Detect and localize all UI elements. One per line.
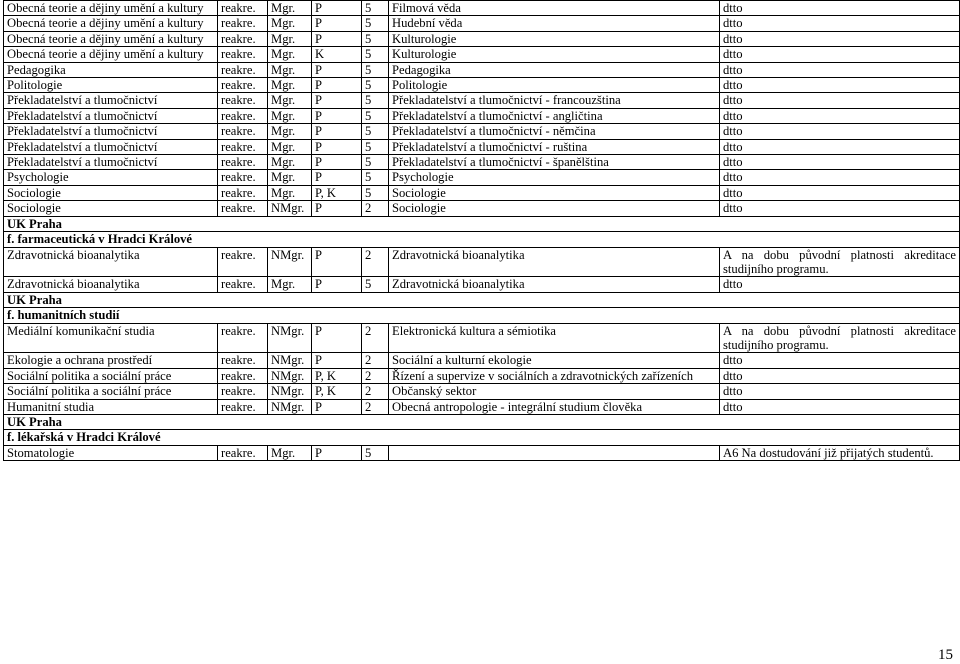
table-row	[4, 93, 960, 108]
decision-cell: reakre.	[218, 445, 268, 460]
note-cell: dtto	[720, 185, 960, 200]
degree-cell: Mgr.	[268, 185, 312, 200]
table-row	[4, 78, 960, 93]
accreditation-table	[3, 0, 960, 461]
field-cell: Psychologie	[389, 170, 720, 185]
form-cell: P	[312, 277, 362, 292]
program-cell: Mediální komunikační studia	[4, 323, 218, 353]
duration-cell: 2	[362, 201, 389, 216]
program-cell: Zdravotnická bioanalytika	[4, 277, 218, 292]
decision-cell: reakre.	[218, 93, 268, 108]
note-cell: dtto	[720, 93, 960, 108]
form-cell: P, K	[312, 368, 362, 383]
duration-cell: 2	[362, 323, 389, 353]
field-cell: Překladatelství a tlumočnictví - němčina	[389, 124, 720, 139]
program-cell: Politologie	[4, 78, 218, 93]
degree-cell: Mgr.	[268, 124, 312, 139]
section-heading: UK Praha	[4, 292, 960, 307]
degree-cell: NMgr.	[268, 399, 312, 414]
note-cell: dtto	[720, 124, 960, 139]
note-cell: dtto	[720, 353, 960, 368]
decision-cell: reakre.	[218, 108, 268, 123]
form-cell: P, K	[312, 384, 362, 399]
field-cell: Překladatelství a tlumočnictví - ruština	[389, 139, 720, 154]
field-cell	[389, 445, 720, 460]
program-cell: Překladatelství a tlumočnictví	[4, 108, 218, 123]
duration-cell: 5	[362, 31, 389, 46]
note-cell: dtto	[720, 368, 960, 383]
degree-cell: NMgr.	[268, 353, 312, 368]
degree-cell: Mgr.	[268, 155, 312, 170]
degree-cell: Mgr.	[268, 108, 312, 123]
field-cell: Zdravotnická bioanalytika	[389, 277, 720, 292]
program-cell: Překladatelství a tlumočnictví	[4, 155, 218, 170]
section-heading: f. farmaceutická v Hradci Králové	[4, 232, 960, 247]
section-heading-row	[4, 216, 960, 231]
table-row	[4, 384, 960, 399]
form-cell: P	[312, 155, 362, 170]
form-cell: P	[312, 1, 362, 16]
program-cell: Překladatelství a tlumočnictví	[4, 93, 218, 108]
duration-cell: 2	[362, 399, 389, 414]
field-cell: Překladatelství a tlumočnictví - francouzština	[389, 93, 720, 108]
degree-cell: Mgr.	[268, 1, 312, 16]
table-row	[4, 139, 960, 154]
field-cell: Sociologie	[389, 201, 720, 216]
page-number: 15	[938, 647, 953, 663]
form-cell: P	[312, 170, 362, 185]
note-cell: dtto	[720, 47, 960, 62]
table-row	[4, 124, 960, 139]
duration-cell: 5	[362, 78, 389, 93]
duration-cell: 5	[362, 47, 389, 62]
degree-cell: NMgr.	[268, 201, 312, 216]
field-cell: Politologie	[389, 78, 720, 93]
note-cell: A6 Na dostudování již přijatých studentů.	[720, 445, 960, 460]
decision-cell: reakre.	[218, 323, 268, 353]
note-cell: dtto	[720, 108, 960, 123]
degree-cell: Mgr.	[268, 47, 312, 62]
table-row	[4, 185, 960, 200]
degree-cell: Mgr.	[268, 277, 312, 292]
table-row	[4, 16, 960, 31]
section-heading-row	[4, 232, 960, 247]
form-cell: P	[312, 445, 362, 460]
duration-cell: 5	[362, 170, 389, 185]
note-cell: A na dobu původní platnosti akreditace studijního programu.	[720, 247, 960, 277]
note-cell: dtto	[720, 155, 960, 170]
table-row	[4, 323, 960, 353]
degree-cell: Mgr.	[268, 62, 312, 77]
note-cell: dtto	[720, 170, 960, 185]
note-cell: dtto	[720, 399, 960, 414]
degree-cell: NMgr.	[268, 323, 312, 353]
program-cell: Obecná teorie a dějiny umění a kultury	[4, 31, 218, 46]
note-cell: dtto	[720, 16, 960, 31]
section-heading-row	[4, 414, 960, 429]
form-cell: P	[312, 201, 362, 216]
section-heading: f. humanitních studií	[4, 308, 960, 323]
form-cell: P	[312, 31, 362, 46]
decision-cell: reakre.	[218, 1, 268, 16]
decision-cell: reakre.	[218, 47, 268, 62]
table-row	[4, 1, 960, 16]
program-cell: Sociologie	[4, 201, 218, 216]
program-cell: Zdravotnická bioanalytika	[4, 247, 218, 277]
duration-cell: 5	[362, 1, 389, 16]
decision-cell: reakre.	[218, 277, 268, 292]
decision-cell: reakre.	[218, 384, 268, 399]
program-cell: Sociální politika a sociální práce	[4, 384, 218, 399]
form-cell: P	[312, 247, 362, 277]
section-heading-row	[4, 430, 960, 445]
degree-cell: Mgr.	[268, 16, 312, 31]
field-cell: Hudební věda	[389, 16, 720, 31]
table-row	[4, 368, 960, 383]
program-cell: Ekologie a ochrana prostředí	[4, 353, 218, 368]
form-cell: P	[312, 323, 362, 353]
form-cell: P	[312, 108, 362, 123]
form-cell: P	[312, 353, 362, 368]
form-cell: P	[312, 78, 362, 93]
note-cell: dtto	[720, 139, 960, 154]
program-cell: Překladatelství a tlumočnictví	[4, 139, 218, 154]
decision-cell: reakre.	[218, 185, 268, 200]
field-cell: Elektronická kultura a sémiotika	[389, 323, 720, 353]
decision-cell: reakre.	[218, 62, 268, 77]
duration-cell: 5	[362, 185, 389, 200]
form-cell: P	[312, 124, 362, 139]
field-cell: Pedagogika	[389, 62, 720, 77]
form-cell: P	[312, 62, 362, 77]
form-cell: P, K	[312, 185, 362, 200]
field-cell: Obecná antropologie - integrální studium člověka	[389, 399, 720, 414]
degree-cell: Mgr.	[268, 139, 312, 154]
duration-cell: 5	[362, 62, 389, 77]
degree-cell: Mgr.	[268, 445, 312, 460]
section-heading: f. lékařská v Hradci Králové	[4, 430, 960, 445]
decision-cell: reakre.	[218, 247, 268, 277]
table-row	[4, 108, 960, 123]
program-cell: Psychologie	[4, 170, 218, 185]
table-row	[4, 201, 960, 216]
decision-cell: reakre.	[218, 16, 268, 31]
duration-cell: 5	[362, 139, 389, 154]
duration-cell: 2	[362, 247, 389, 277]
note-cell: A na dobu původní platnosti akreditace studijního programu.	[720, 323, 960, 353]
decision-cell: reakre.	[218, 201, 268, 216]
form-cell: P	[312, 139, 362, 154]
field-cell: Zdravotnická bioanalytika	[389, 247, 720, 277]
table-row	[4, 445, 960, 460]
field-cell: Kulturologie	[389, 47, 720, 62]
decision-cell: reakre.	[218, 78, 268, 93]
form-cell: P	[312, 93, 362, 108]
decision-cell: reakre.	[218, 155, 268, 170]
program-cell: Obecná teorie a dějiny umění a kultury	[4, 16, 218, 31]
table-row	[4, 155, 960, 170]
duration-cell: 5	[362, 124, 389, 139]
decision-cell: reakre.	[218, 139, 268, 154]
field-cell: Filmová věda	[389, 1, 720, 16]
form-cell: K	[312, 47, 362, 62]
decision-cell: reakre.	[218, 368, 268, 383]
duration-cell: 5	[362, 155, 389, 170]
table-row	[4, 353, 960, 368]
decision-cell: reakre.	[218, 399, 268, 414]
section-heading-row	[4, 292, 960, 307]
section-heading: UK Praha	[4, 414, 960, 429]
degree-cell: Mgr.	[268, 170, 312, 185]
table-row	[4, 277, 960, 292]
note-cell: dtto	[720, 78, 960, 93]
table-row	[4, 62, 960, 77]
duration-cell: 2	[362, 353, 389, 368]
note-cell: dtto	[720, 277, 960, 292]
decision-cell: reakre.	[218, 31, 268, 46]
decision-cell: reakre.	[218, 170, 268, 185]
degree-cell: NMgr.	[268, 368, 312, 383]
form-cell: P	[312, 399, 362, 414]
program-cell: Sociální politika a sociální práce	[4, 368, 218, 383]
duration-cell: 2	[362, 384, 389, 399]
program-cell: Humanitní studia	[4, 399, 218, 414]
duration-cell: 5	[362, 16, 389, 31]
program-cell: Překladatelství a tlumočnictví	[4, 124, 218, 139]
field-cell: Sociální a kulturní ekologie	[389, 353, 720, 368]
duration-cell: 2	[362, 368, 389, 383]
table-row	[4, 399, 960, 414]
table-row	[4, 247, 960, 277]
program-cell: Obecná teorie a dějiny umění a kultury	[4, 47, 218, 62]
degree-cell: Mgr.	[268, 93, 312, 108]
program-cell: Sociologie	[4, 185, 218, 200]
note-cell: dtto	[720, 62, 960, 77]
field-cell: Řízení a supervize v sociálních a zdravotnických zařízeních	[389, 368, 720, 383]
table-row	[4, 47, 960, 62]
field-cell: Občanský sektor	[389, 384, 720, 399]
duration-cell: 5	[362, 445, 389, 460]
note-cell: dtto	[720, 384, 960, 399]
note-cell: dtto	[720, 1, 960, 16]
duration-cell: 5	[362, 93, 389, 108]
note-cell: dtto	[720, 201, 960, 216]
field-cell: Překladatelství a tlumočnictví - španělština	[389, 155, 720, 170]
degree-cell: NMgr.	[268, 247, 312, 277]
field-cell: Překladatelství a tlumočnictví - angličtina	[389, 108, 720, 123]
decision-cell: reakre.	[218, 124, 268, 139]
degree-cell: Mgr.	[268, 78, 312, 93]
note-cell: dtto	[720, 31, 960, 46]
duration-cell: 5	[362, 108, 389, 123]
degree-cell: Mgr.	[268, 31, 312, 46]
program-cell: Obecná teorie a dějiny umění a kultury	[4, 1, 218, 16]
form-cell: P	[312, 16, 362, 31]
decision-cell: reakre.	[218, 353, 268, 368]
degree-cell: NMgr.	[268, 384, 312, 399]
program-cell: Pedagogika	[4, 62, 218, 77]
table-row	[4, 170, 960, 185]
section-heading-row	[4, 308, 960, 323]
field-cell: Sociologie	[389, 185, 720, 200]
field-cell: Kulturologie	[389, 31, 720, 46]
program-cell: Stomatologie	[4, 445, 218, 460]
section-heading: UK Praha	[4, 216, 960, 231]
duration-cell: 5	[362, 277, 389, 292]
table-row	[4, 31, 960, 46]
